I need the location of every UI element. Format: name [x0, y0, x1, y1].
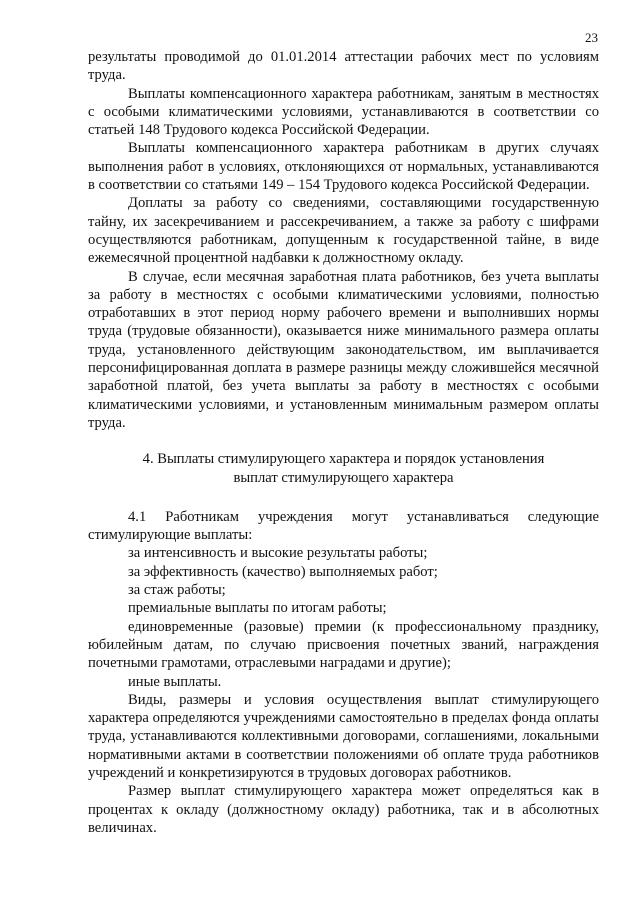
paragraph-minimum-wage: В случае, если месячная заработная плата работников, без учета выплаты за работу в местностях с особыми климатическими условиями, полностью отработавших в этот период норму рабочего времени и выполнивших нормы труда (трудовые обязанности), оказывается ниже минимального размера оплаты труда, установленного действующим законодательством, им выплачивается персонифицированная доплата в размере разницы между сложившейся месячной заработной платой, без учета выплаты за работу в местностях с особыми климатическими условиями, и установленным минимальным размером оплаты труда. [88, 268, 599, 431]
paragraph-state-secret: Доплаты за работу со сведениями, составляющими государственную тайну, их засекречиванием и рассекречиванием, а также за работу с шифрами осуществляются работникам, допущенным к государственной тайне, в виде ежемесячной процентной надбавки к должностному окладу. [88, 195, 599, 267]
paragraph-abnormal-conditions: Выплаты компенсационного характера работникам в других случаях выполнения работ в условиях, отклоняющихся от нормальных, устанавливаются в соответствии со статьями 149 – 154 Трудового кодекса Российской Федерации. [88, 140, 599, 194]
list-item: за эффективность (качество) выполняемых работ; [128, 563, 438, 580]
list-item-other: иные выплаты. [128, 673, 222, 690]
list-item-one-time-bonus: единовременные (разовые) премии (к профессиональному празднику, юбилейным датам, по случаю присвоения почетных званий, награждения почетными грамотами, отраслевыми наградами и другие); [88, 618, 599, 672]
section-heading-line-2: выплат стимулирующего характера [233, 469, 454, 486]
document-body [88, 48, 599, 837]
paragraph-climate-compensation: Выплаты компенсационного характера работникам, занятым в местностях с особыми климатическими условиями, устанавливаются в соответствии со статьей 148 Трудового кодекса Российской Федерации. [88, 85, 599, 139]
list-item: за интенсивность и высокие результаты работы; [128, 545, 428, 562]
list-item: премиальные выплаты по итогам работы; [128, 600, 387, 617]
clause-4-1-intro: 4.1 Работникам учреждения могут устанавливаться следующие стимулирующие выплаты: [88, 508, 599, 544]
list-item: за стаж работы; [128, 582, 226, 599]
paragraph-incentive-terms: Виды, размеры и условия осуществления выплат стимулирующего характера определяются учреждениями самостоятельно в пределах фонда оплаты труда, устанавливаются коллективными договорами, соглашениями, локальными нормативными актами в соответствии положениями об оплате труда работников учреждений и конкретизируются в трудовых договорах работников. [88, 691, 599, 781]
paragraph-continuation: результаты проводимой до 01.01.2014 аттестации рабочих мест по условиям труда. [88, 49, 599, 84]
section-heading-line-1: 4. Выплаты стимулирующего характера и порядок установления [142, 451, 545, 468]
page-number: 23 [585, 30, 598, 45]
paragraph-incentive-amount: Размер выплат стимулирующего характера может определяться как в процентах к окладу (должностному окладу) работника, так и в абсолютных величинах. [88, 783, 599, 836]
section-heading [88, 450, 599, 487]
